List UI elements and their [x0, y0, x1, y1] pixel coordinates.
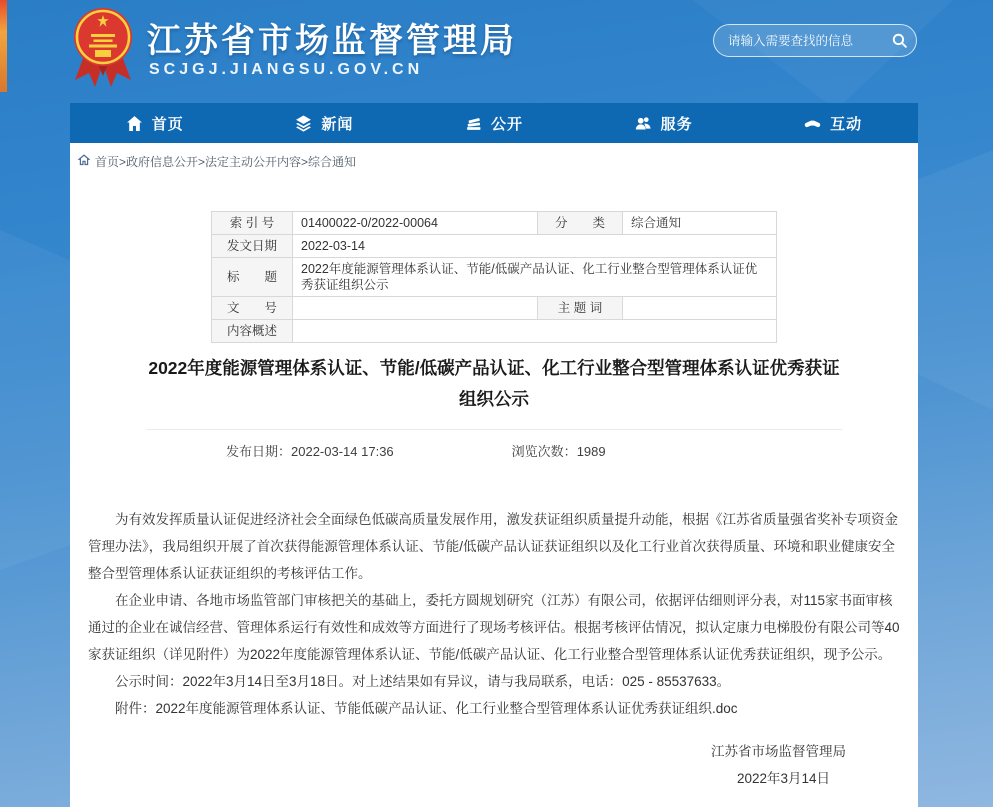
main-nav	[70, 103, 918, 143]
site-domain: SCJGJ.JIANGSU.GOV.CN	[149, 61, 424, 78]
nav-label: 服务	[660, 115, 693, 133]
breadcrumb-home-icon	[78, 154, 90, 169]
doc-number-value	[293, 297, 538, 320]
layers-icon	[295, 115, 312, 132]
table-row	[212, 212, 777, 235]
nav-label: 互动	[830, 115, 863, 133]
nav-item-disclosure[interactable]	[409, 103, 579, 143]
nav-item-interaction[interactable]	[748, 103, 918, 143]
nav-label: 首页	[151, 115, 184, 133]
table-row	[212, 297, 777, 320]
views-value: 1989	[576, 443, 606, 459]
table-row	[212, 235, 777, 258]
doc-number-label: 文 号	[212, 297, 293, 320]
summary-label: 内容概述	[212, 320, 293, 343]
nav-label: 公开	[490, 115, 523, 133]
publish-date-label: 发布日期：	[226, 443, 292, 459]
books-icon	[465, 115, 482, 132]
publish-info-row	[146, 430, 842, 470]
table-row	[212, 320, 777, 343]
site-header	[0, 0, 993, 103]
subject-value	[623, 297, 777, 320]
search-icon[interactable]	[891, 31, 908, 51]
category-label: 分 类	[538, 212, 623, 235]
index-number-label: 索 引 号	[212, 212, 293, 235]
nav-item-home[interactable]	[70, 103, 240, 143]
national-emblem-logo[interactable]	[72, 6, 134, 94]
issue-date-value: 2022-03-14	[293, 235, 777, 258]
attachment-link[interactable]: 附件：2022年度能源管理体系认证、节能低碳产品认证、化工行业整合型管理体系认证优秀获证组织.doc	[115, 701, 738, 716]
users-icon	[635, 115, 652, 132]
signature-block	[70, 738, 918, 792]
views-label: 浏览次数：	[511, 443, 577, 459]
home-icon	[126, 115, 143, 132]
breadcrumb-text: 首页>政府信息公开>法定主动公开内容>综合通知	[95, 154, 357, 169]
table-row	[212, 258, 777, 297]
title-value: 2022年度能源管理体系认证、节能/低碳产品认证、化工行业整合型管理体系认证优秀获证组织公示	[293, 258, 777, 297]
subject-label: 主 题 词	[538, 297, 623, 320]
title-label: 标 题	[212, 258, 293, 297]
breadcrumb[interactable]	[70, 143, 918, 171]
nav-item-services[interactable]	[579, 103, 749, 143]
category-value: 综合通知	[623, 212, 777, 235]
article-body	[70, 506, 918, 722]
signature-date: 2022年3月14日	[736, 771, 830, 786]
paragraph: 在企业申请、各地市场监管部门审核把关的基础上，委托方圆规划研究（江苏）有限公司，依据评估细则评分表，对115家书面审核通过的企业在诚信经营、管理体系运行有效性和成效等方面进行了现场考核评估。根据考核评估情况，拟认定康力电梯股份有限公司等40家获证组织（详见附件）为2022年度能源管理体系认证、节能/低碳产品认证、化工行业整合型管理体系认证优秀获证组织，现予公示。	[88, 593, 900, 662]
page-title: 2022年度能源管理体系认证、节能/低碳产品认证、化工行业整合型管理体系认证优秀获证组织公示	[148, 358, 840, 409]
search-box	[713, 24, 917, 57]
content-panel	[70, 143, 918, 807]
nav-item-news[interactable]	[240, 103, 410, 143]
handshake-icon	[804, 115, 821, 132]
site-title: 江苏省市场监督管理局	[147, 22, 517, 60]
paragraph: 公示时间：2022年3月14日至3月18日。对上述结果如有异议，请与我局联系，电话：025 - 85537633。	[115, 674, 731, 689]
signature-org: 江苏省市场监督管理局	[711, 744, 846, 759]
summary-value	[293, 320, 777, 343]
search-input[interactable]	[726, 33, 891, 49]
publish-date-value: 2022-03-14 17:36	[291, 443, 394, 459]
paragraph: 为有效发挥质量认证促进经济社会全面绿色低碳高质量发展作用，激发获证组织质量提升动能，根据《江苏省质量强省奖补专项资金管理办法》，我局组织开展了首次获得能源管理体系认证、节能/低碳产品认证获证组织以及化工行业首次获得质量、环境和职业健康安全整合型管理体系认证获证组织的考核评估工作。	[88, 512, 898, 581]
index-number-value: 01400022-0/2022-00064	[293, 212, 538, 235]
emblem-icon	[72, 81, 134, 98]
nav-label: 新闻	[321, 115, 354, 133]
issue-date-label: 发文日期	[212, 235, 293, 258]
document-meta-table	[211, 211, 777, 343]
